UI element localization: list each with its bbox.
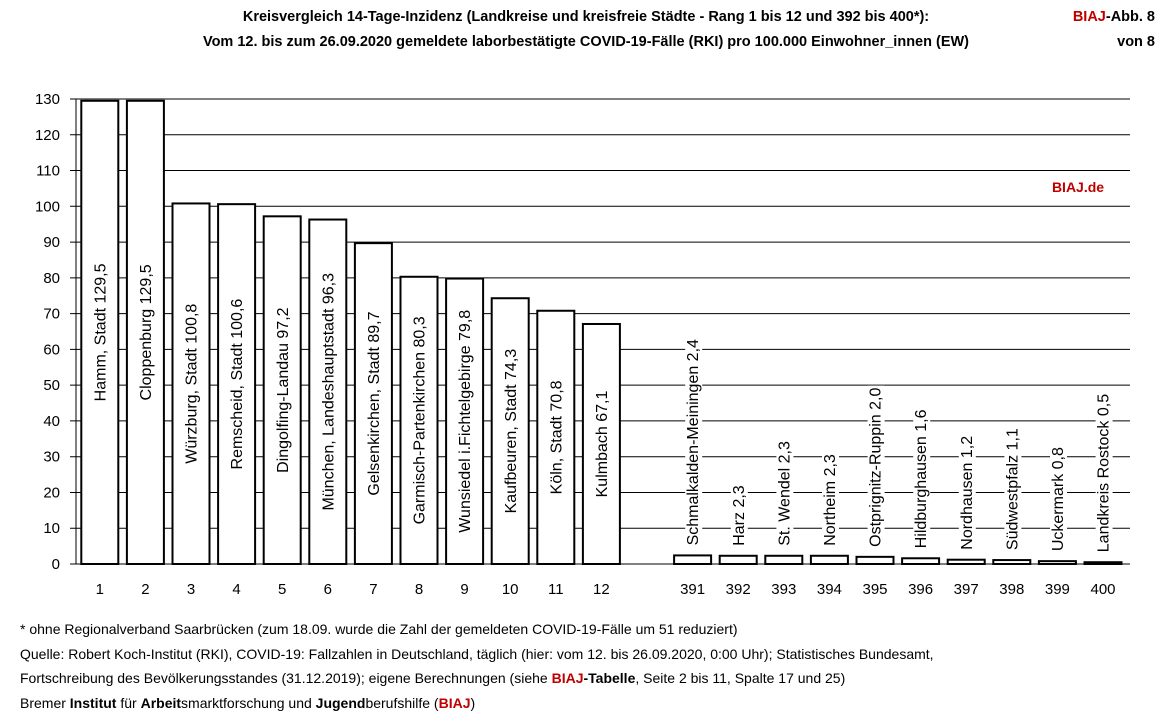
bar-label: Köln, Stadt 70,8 xyxy=(548,380,566,495)
bar-label-group xyxy=(1096,392,1113,554)
badge-brand: BIAJ xyxy=(1072,9,1106,25)
footnote-source-2-rest: , Seite 2 bis 11, Spalte 17 und 25) xyxy=(635,670,846,686)
chart-subtitle: Vom 12. bis zum 26.09.2020 gemeldete laborbestätigte COVID-19-Fälle (RKI) pro 100.000 Einwohner_innen (EW) xyxy=(202,34,970,50)
badge-figure-number: -Abb. 8 xyxy=(1105,9,1155,25)
x-tick-label: 12 xyxy=(593,581,610,598)
bar-label-group xyxy=(1004,426,1021,552)
footnote-source-1: Quelle: Robert Koch-Institut (RKI), COVID-19: Fallzahlen in Deutschland, täglich (hier: vom 12. bis 26.09.2020, 0:00 Uhr); Statistisches Bundesamt, xyxy=(20,645,934,662)
bar-label-group xyxy=(275,307,292,473)
bar xyxy=(720,556,757,564)
x-tick-label: 5 xyxy=(278,581,287,598)
bar-label: München, Landeshauptstadt 96,3 xyxy=(320,273,338,511)
bar-label: Südwestpfalz 1,1 xyxy=(1004,428,1022,551)
chart-title: Kreisvergleich 14-Tage-Inzidenz (Landkreise und kreisfreie Städte - Rang 1 bis 12 und 392 bis 400*): xyxy=(242,9,930,25)
x-tick-label: 391 xyxy=(680,581,706,598)
x-tick-label: 396 xyxy=(908,581,934,598)
figure-badge xyxy=(1073,8,1155,26)
bar-label-group xyxy=(776,439,793,548)
bar-label: Uckermark 0,8 xyxy=(1050,447,1067,552)
org-institut: Institut xyxy=(69,694,117,711)
org-arbeit: Arbeit xyxy=(140,694,182,711)
org-jugend: Jugend xyxy=(315,694,366,711)
bar-label-group xyxy=(913,407,930,550)
bar-label: Ostprignitz-Ruppin 2,0 xyxy=(867,387,885,547)
x-tick-label: 395 xyxy=(862,581,888,598)
footnote-brand: BIAJ xyxy=(551,670,584,686)
y-tick-label: 80 xyxy=(43,269,60,287)
bar-label-group xyxy=(92,263,109,401)
bar-label-group xyxy=(731,483,748,548)
bar-label-group xyxy=(366,311,383,495)
bar xyxy=(857,557,894,564)
bar-label-group xyxy=(412,316,429,524)
x-tick-label: 10 xyxy=(501,581,519,598)
y-tick-label: 50 xyxy=(43,377,60,395)
bar-label: Schmalkalden-Meiningen 2,4 xyxy=(685,339,703,546)
bar-label: Cloppenburg 129,5 xyxy=(138,264,155,401)
x-tick-label: 6 xyxy=(323,581,332,598)
x-tick-label: 7 xyxy=(369,581,378,598)
footnote-note: * ohne Regionalverband Saarbrücken (zum 18.09. wurde die Zahl der gemeldeten COVID-19-Fälle um 51 reduziert) xyxy=(20,621,738,637)
y-tick-label: 130 xyxy=(34,91,60,108)
y-tick-label: 20 xyxy=(43,484,60,502)
bar-label: Wunsiedel i.Fichtelgebirge 79,8 xyxy=(457,309,475,533)
bar-label-group xyxy=(548,380,565,494)
bar-label-group xyxy=(138,264,155,400)
x-tick-label: 9 xyxy=(460,581,469,598)
x-tick-label: 11 xyxy=(548,581,564,598)
bar-label: Würzburg, Stadt 100,8 xyxy=(183,303,201,464)
footnote-source-2-text: Fortschreibung des Bevölkerungsstandes (31.12.2019); eigene Berechnungen (siehe xyxy=(20,670,552,686)
x-tick-label: 8 xyxy=(414,581,424,598)
y-tick-label: 40 xyxy=(43,412,60,430)
bar-label: St. Wendel 2,3 xyxy=(776,441,794,546)
bar-label: Dingolfing-Landau 97,2 xyxy=(274,307,292,473)
bar-label: Gelsenkirchen, Stadt 89,7 xyxy=(366,311,383,496)
watermark-label: BIAJ.de xyxy=(1051,179,1105,195)
bar xyxy=(948,560,985,564)
bar-label: Hamm, Stadt 129,5 xyxy=(92,263,110,402)
bar-label-group xyxy=(822,452,839,548)
x-tick-label: 398 xyxy=(999,581,1025,598)
bar-label-group xyxy=(594,391,611,498)
bar xyxy=(902,558,939,564)
bar xyxy=(993,560,1030,564)
org-part: für xyxy=(116,694,141,711)
x-tick-label: 4 xyxy=(232,581,241,598)
bar xyxy=(1039,561,1076,564)
y-tick-label: 60 xyxy=(43,341,60,359)
bar xyxy=(1085,562,1122,564)
y-tick-label: 90 xyxy=(43,234,60,252)
y-tick-label: 120 xyxy=(34,126,60,144)
footnote-source-2 xyxy=(20,666,934,691)
bar-label: Landkreis Rostock 0,5 xyxy=(1095,393,1113,553)
org-brand: BIAJ xyxy=(438,694,471,711)
bar-label: Remscheid, Stadt 100,6 xyxy=(229,298,247,470)
bar-label-group xyxy=(959,434,976,552)
org-part: smarktforschung und xyxy=(181,694,316,711)
bar-label-group xyxy=(1050,445,1067,553)
bar-label-group xyxy=(685,337,702,547)
y-tick-label: 10 xyxy=(43,520,60,538)
footnote-organisation xyxy=(20,691,934,716)
footnotes xyxy=(20,617,934,715)
x-tick-label: 400 xyxy=(1090,581,1116,598)
y-tick-label: 30 xyxy=(43,448,60,466)
bar-label-group xyxy=(229,299,246,470)
figure-count: von 8 xyxy=(1117,34,1155,50)
x-tick-label: 394 xyxy=(816,581,842,598)
footnote-table-word: -Tabelle xyxy=(583,670,636,686)
x-tick-label: 399 xyxy=(1044,581,1070,598)
bar-label-group xyxy=(868,386,885,549)
bar-label: Garmisch-Partenkirchen 80,3 xyxy=(411,316,429,525)
org-part: Bremer xyxy=(20,694,70,711)
y-tick-label: 110 xyxy=(36,162,60,180)
x-tick-label: 2 xyxy=(141,581,150,598)
bar xyxy=(674,555,711,564)
bar-label: Kulmbach 67,1 xyxy=(594,390,611,498)
bar-label-group xyxy=(184,304,201,464)
org-part: berufshilfe ( xyxy=(365,694,439,711)
bar-label: Northeim 2,3 xyxy=(822,454,839,546)
bar-label-group xyxy=(320,273,337,511)
bar-label: Harz 2,3 xyxy=(730,485,748,546)
x-tick-label: 397 xyxy=(953,581,979,598)
bar-label-group xyxy=(457,310,474,533)
y-tick-label: 100 xyxy=(34,198,60,216)
bar-label: Hildburghausen 1,6 xyxy=(913,409,931,549)
x-tick-label: 1 xyxy=(95,581,104,598)
bar-label: Kaufbeuren, Stadt 74,3 xyxy=(502,348,520,514)
bar-label-group xyxy=(503,349,520,514)
x-tick-label: 393 xyxy=(771,581,797,598)
x-tick-label: 3 xyxy=(186,581,196,598)
y-tick-label: 70 xyxy=(43,305,60,323)
bar-label: Nordhausen 1,2 xyxy=(958,435,976,550)
x-tick-label: 392 xyxy=(725,581,751,598)
y-tick-label: 0 xyxy=(51,556,60,573)
bar xyxy=(765,556,802,564)
org-part: ) xyxy=(470,694,476,711)
bar xyxy=(811,556,848,564)
